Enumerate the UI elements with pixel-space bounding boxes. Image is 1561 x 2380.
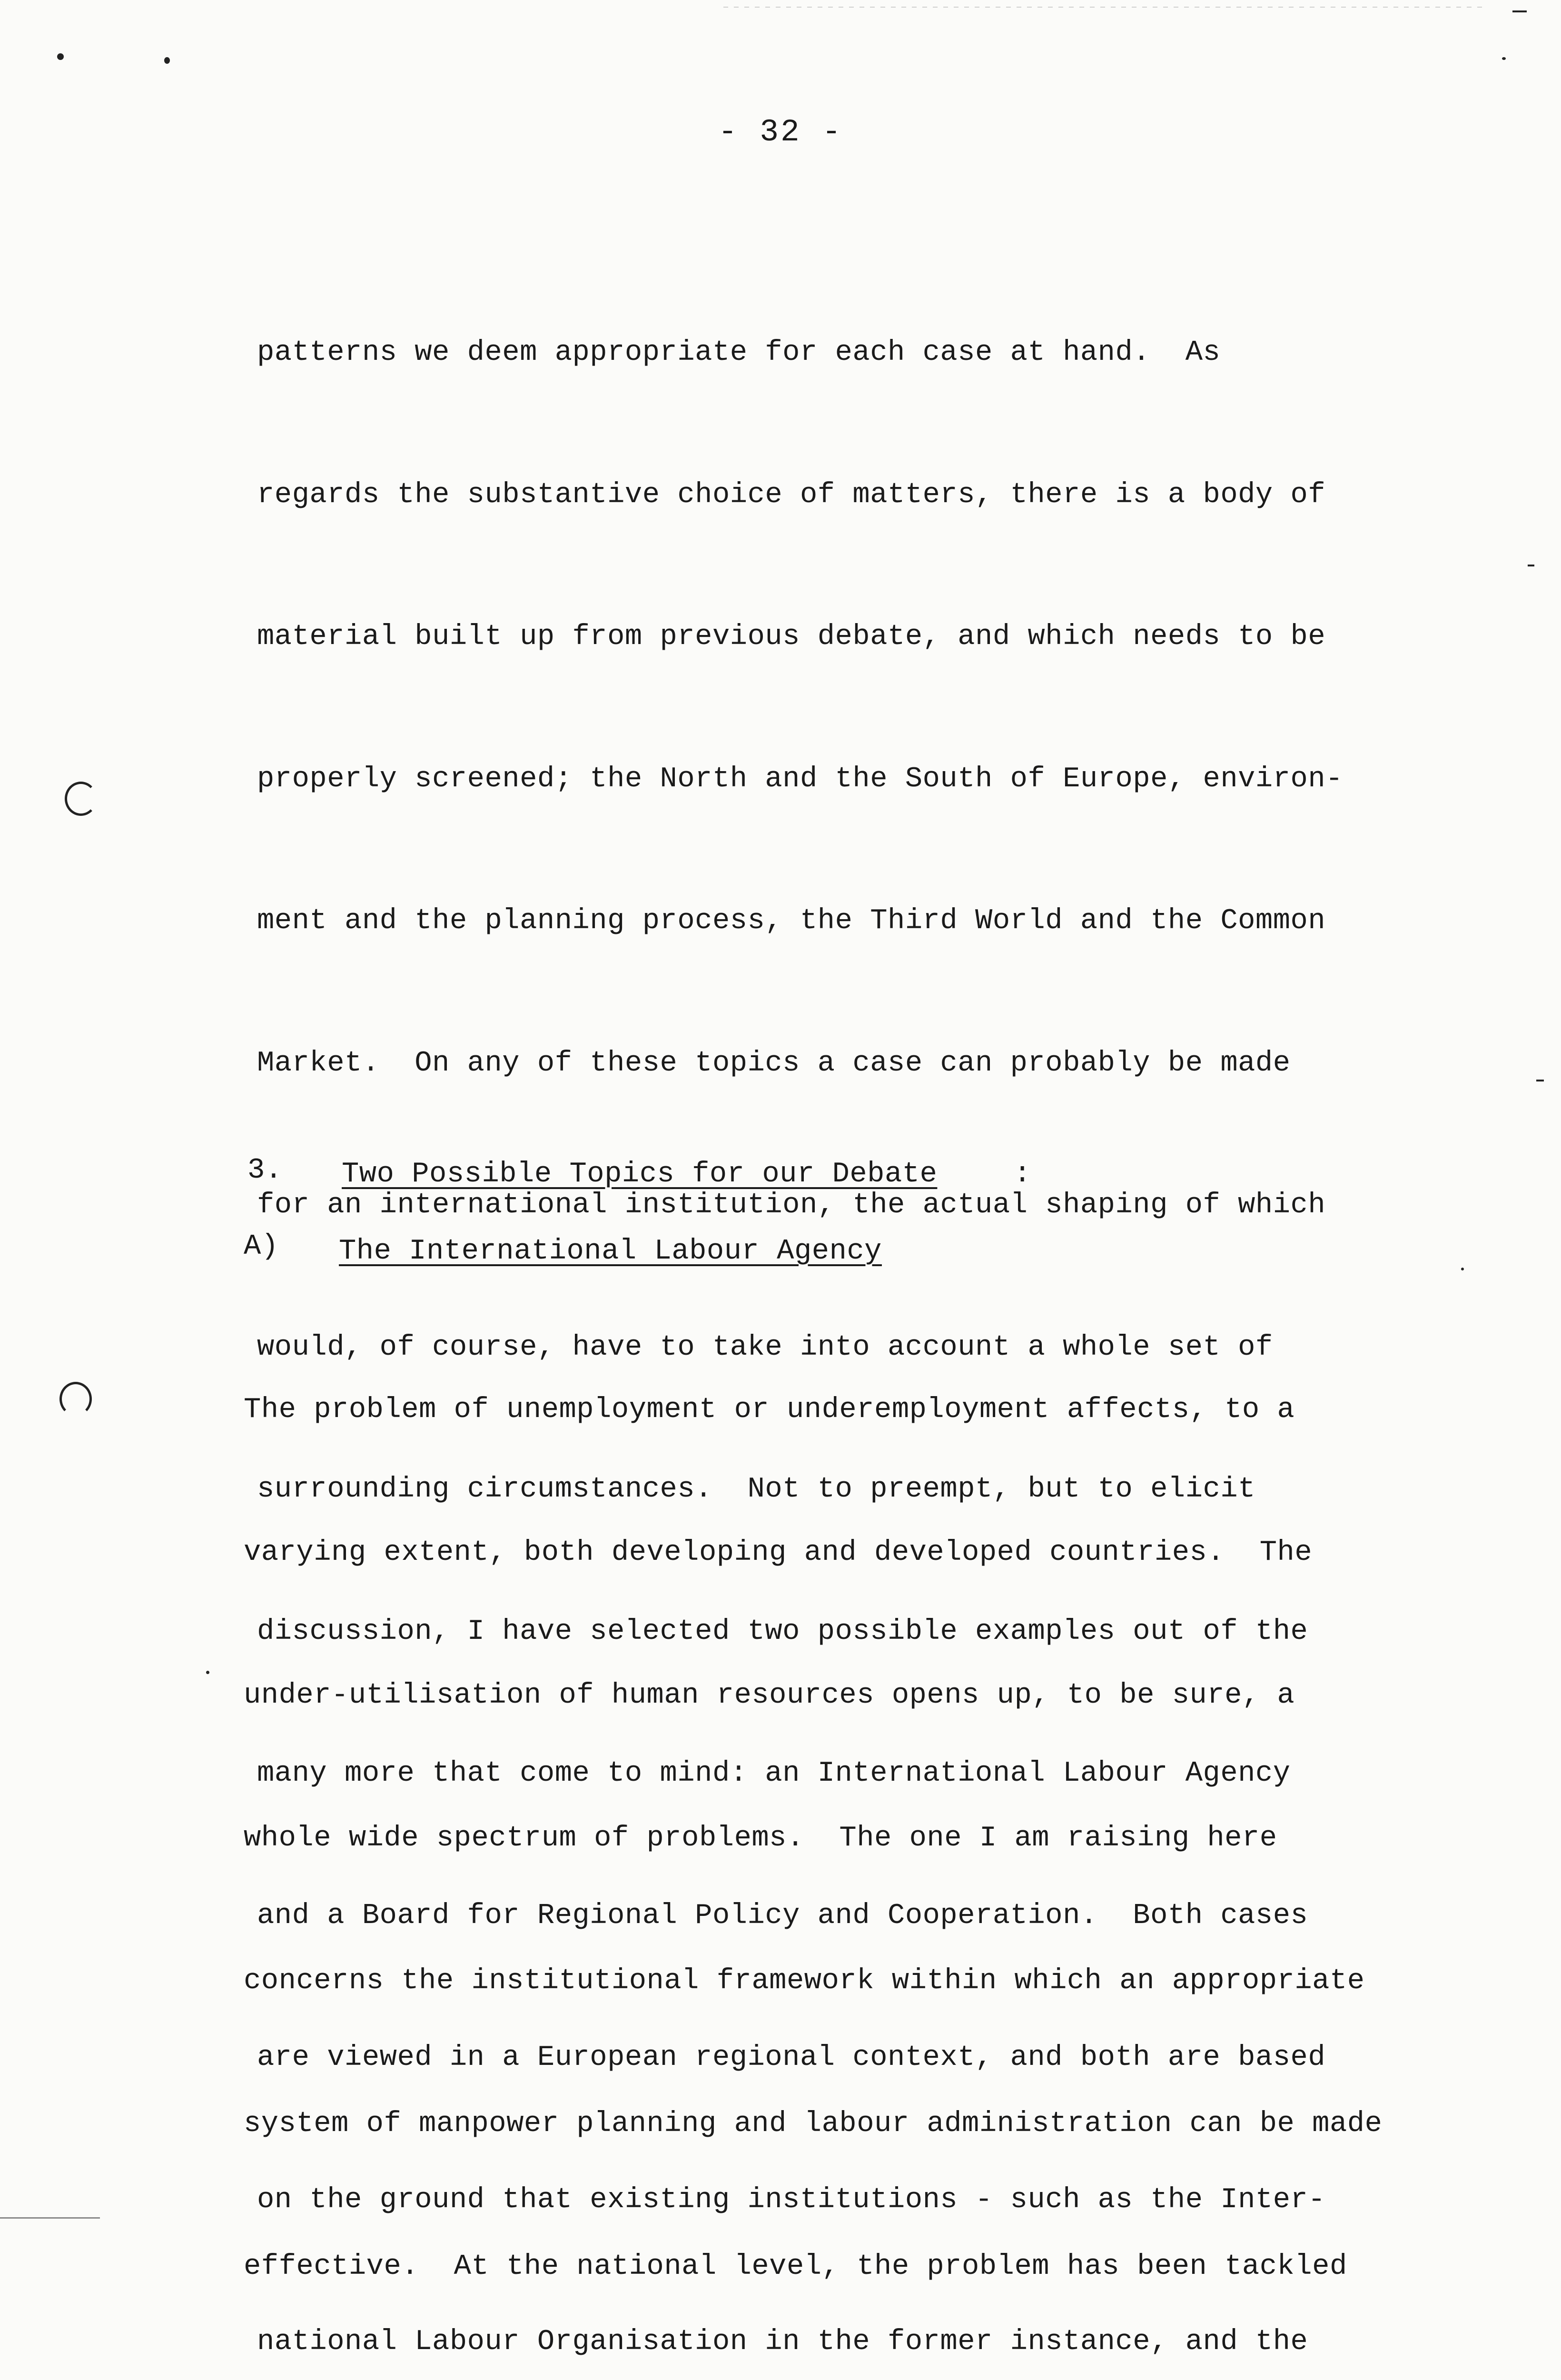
scan-speck (1461, 1268, 1464, 1270)
text-line: for an international institution, the actual shaping of which (257, 1189, 1326, 1221)
text-line: and a Board for Regional Policy and Cooperation. Both cases (257, 1899, 1308, 1932)
text-line: varying extent, both developing and developed countries. The (244, 1537, 1313, 1569)
text-line: regards the substantive choice of matters, there is a body of (257, 478, 1326, 511)
text-line: system of manpower planning and labour administration can be made (244, 2108, 1383, 2140)
text-line: patterns we deem appropriate for each case at hand. As (257, 337, 1221, 369)
text-line: whole wide spectrum of problems. The one I am raising here (244, 1822, 1277, 1854)
scan-speck (1536, 1080, 1544, 1081)
text-line: would, of course, have to take into account a whole set of (257, 1331, 1273, 1364)
text-line: Market. On any of these topics a case can probably be made (257, 1047, 1291, 1080)
section-title-colon: : (1014, 1158, 1031, 1190)
text-line: national Labour Organisation in the former instance, and the (257, 2326, 1308, 2358)
text-line: concerns the institutional framework within which an appropriate (244, 1965, 1365, 1997)
text-line: material built up from previous debate, and which needs to be (257, 621, 1326, 653)
section-number: 3. (247, 1154, 283, 1187)
scan-speck (57, 53, 64, 60)
text-line: discussion, I have selected two possible examples out of the (257, 1615, 1308, 1648)
text-line: The problem of unemployment or underemployment affects, to a (244, 1394, 1295, 1426)
text-line: ment and the planning process, the Third World and the Common (257, 905, 1326, 937)
scan-edge-mark-bottom (0, 2217, 100, 2219)
text-line: effective. At the national level, the problem has been tackled (244, 2251, 1347, 2283)
text-line: properly screened; the North and the South of Europe, environ- (257, 763, 1343, 795)
punch-hole-icon (65, 782, 97, 816)
scan-speck (164, 57, 170, 64)
section-title: Two Possible Topics for our Debate (342, 1158, 938, 1190)
text-line: on the ground that existing institutions - such as the Inter- (257, 2183, 1326, 2216)
scan-speck (1528, 565, 1534, 566)
subsection-label: A) (244, 1230, 279, 1263)
text-line: are viewed in a European regional context, and both are based (257, 2042, 1326, 2074)
text-line: under-utilisation of human resources opens up, to be sure, a (244, 1679, 1295, 1712)
scan-edge-mark-top (723, 7, 1485, 8)
page-number: - 32 - (718, 114, 843, 150)
text-line: surrounding circumstances. Not to preempt, but to elicit (257, 1473, 1255, 1506)
scan-speck (1502, 57, 1506, 60)
scan-speck (206, 1671, 209, 1674)
body-paragraph-2 (244, 1291, 1382, 2380)
punch-hole-icon (59, 1382, 92, 1416)
text-line: many more that come to mind: an International Labour Agency (257, 1757, 1291, 1790)
scan-speck (1512, 10, 1527, 12)
subsection-title: The International Labour Agency (339, 1235, 882, 1268)
